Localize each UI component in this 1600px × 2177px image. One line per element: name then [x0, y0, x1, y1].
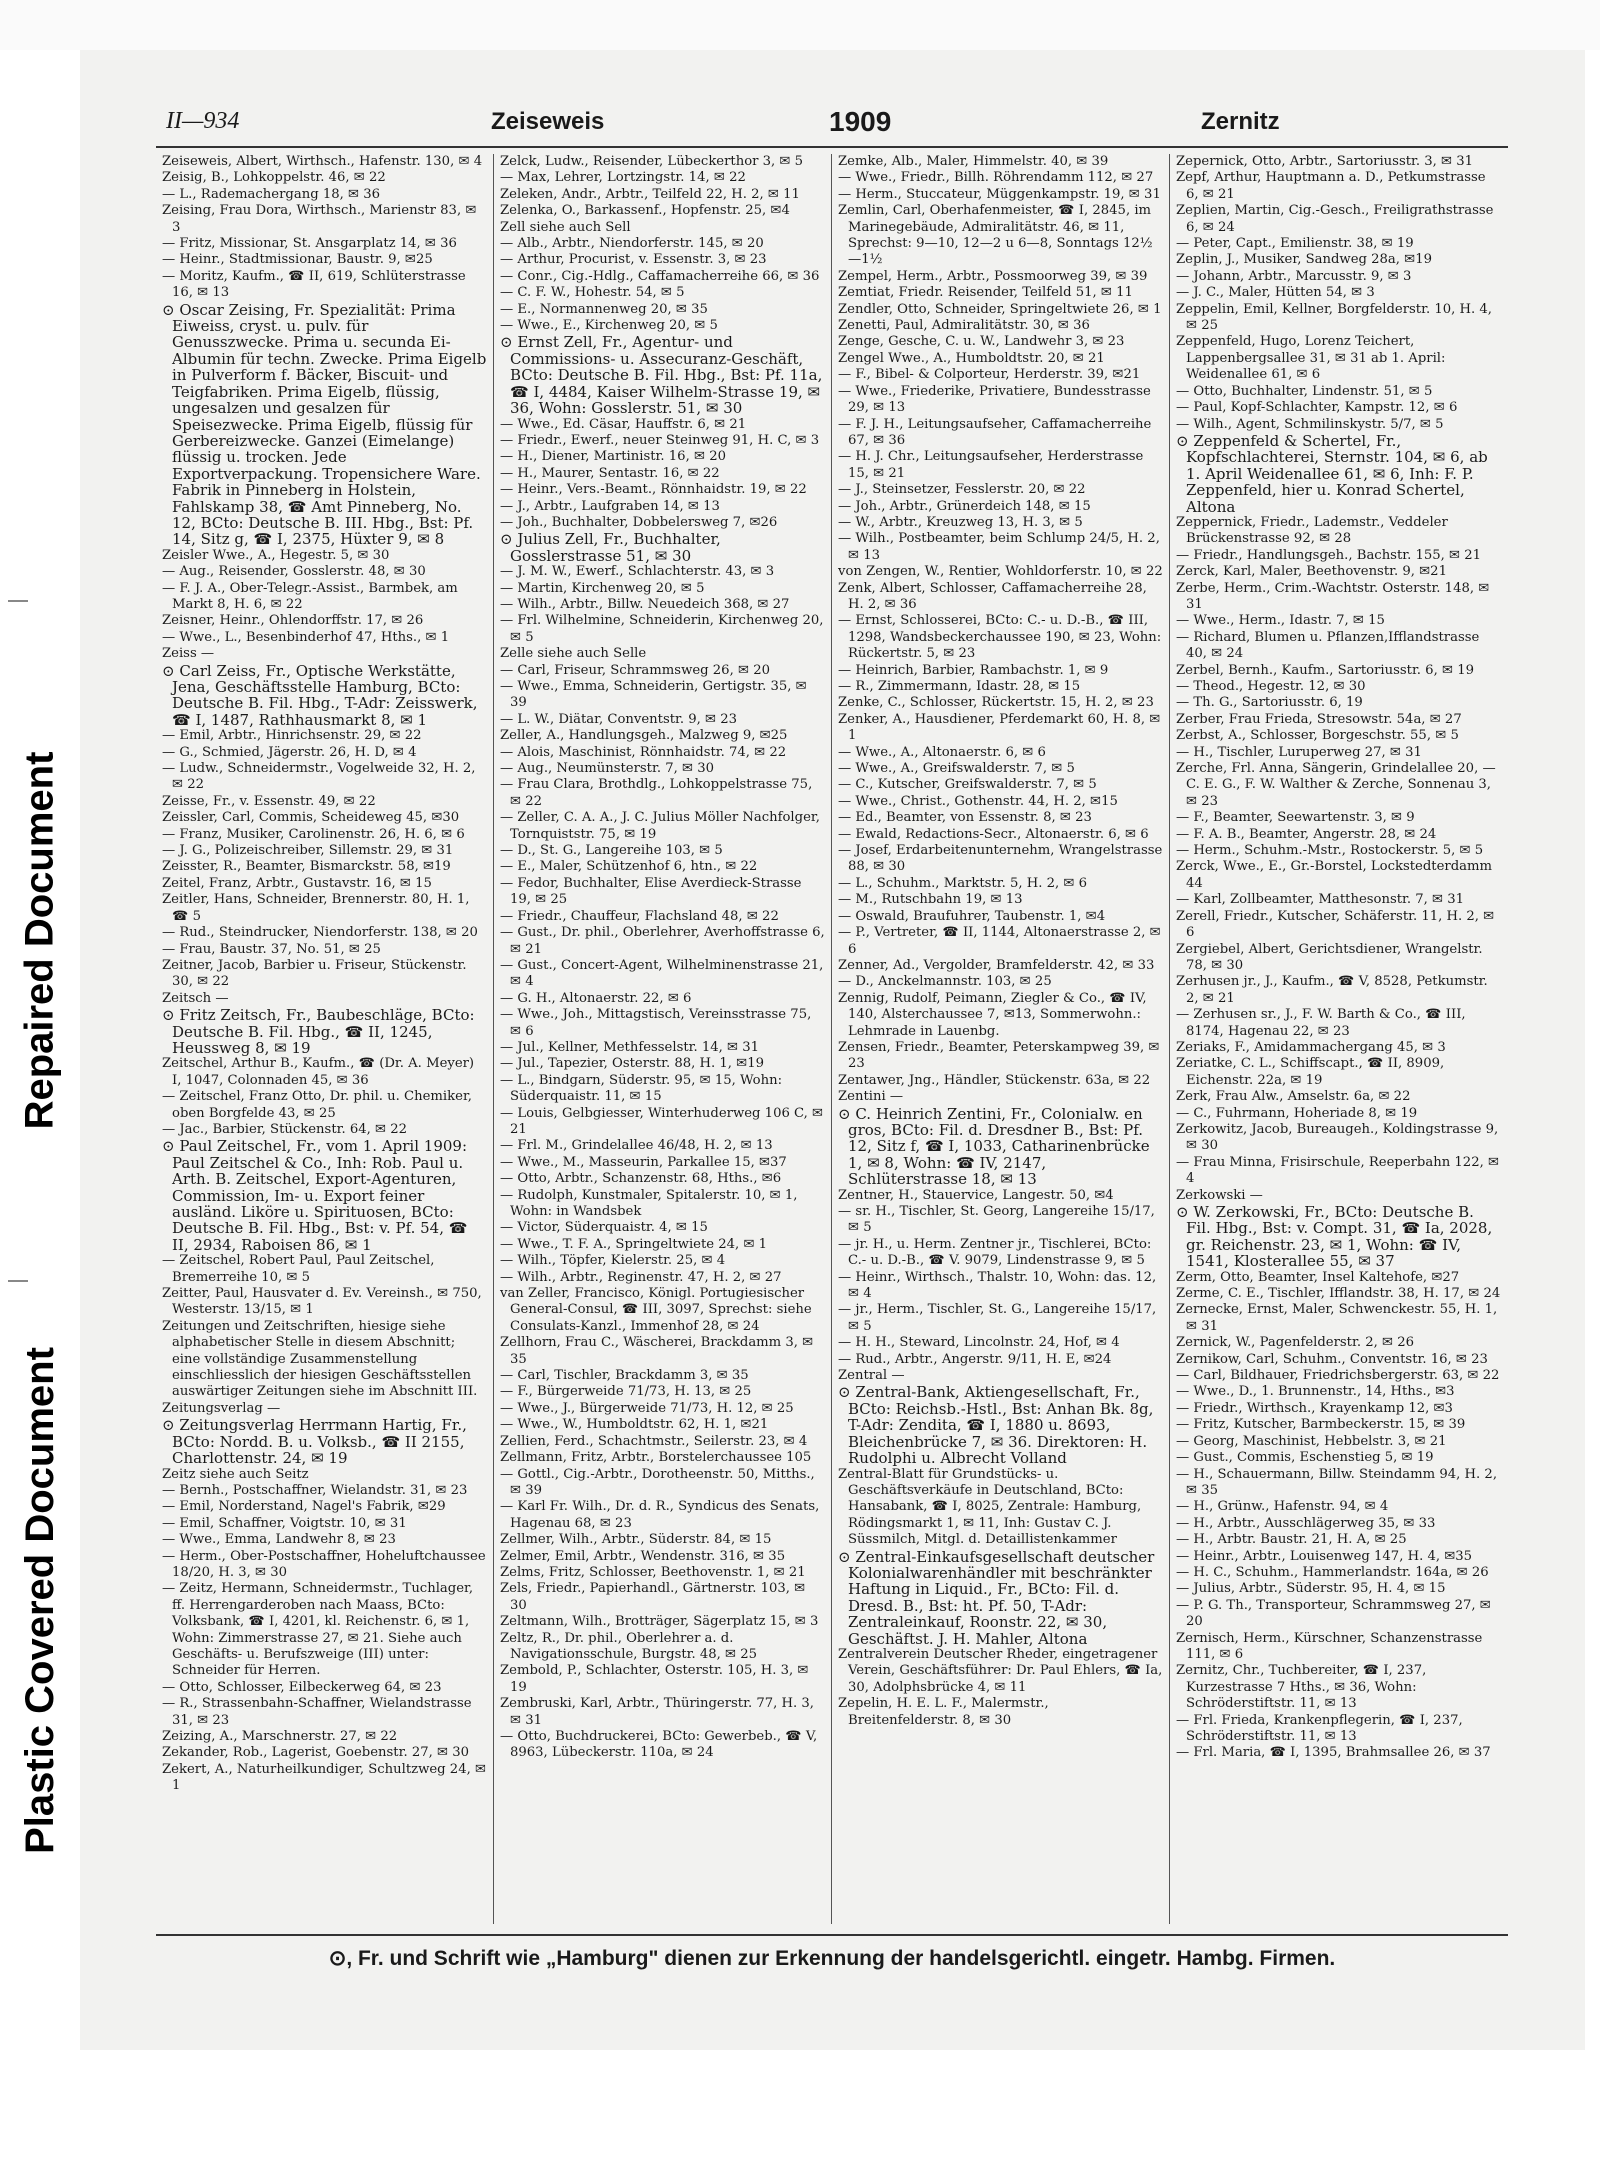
column-4: [1170, 154, 1508, 1924]
directory-entry: Zelmer, Emil, Arbtr., Wendenstr. 316, ✉ 35: [500, 1548, 786, 1564]
directory-entry: Zeppernick, Friedr., Lademstr., Veddeler Brückenstrasse 92, ✉ 28: [1176, 514, 1448, 547]
directory-entry: Zerm, Otto, Beamter, Insel Kaltehofe, ✉27: [1176, 1269, 1460, 1285]
directory-entry: — J. G., Polizeischreiber, Sillemstr. 29, ✉ 31: [162, 843, 454, 859]
directory-entry: — J., Steinsetzer, Fesslerstr. 20, ✉ 22: [838, 482, 1086, 498]
directory-entry: — Otto, Arbtr., Schanzenstr. 68, Hths., ✉6: [500, 1171, 782, 1187]
directory-entry: — G. H., Altonaerstr. 22, ✉ 6: [500, 990, 692, 1006]
page-header: [156, 108, 1508, 148]
directory-entry: — H. H., Steward, Lincolnstr. 24, Hof, ✉ 4: [838, 1335, 1120, 1351]
directory-entry: — D., St. G., Langereihe 103, ✉ 5: [500, 843, 723, 859]
directory-entry: — Josef, Erdarbeitenunternehm, Wrangelstrasse 88, ✉ 30: [838, 843, 1163, 875]
directory-entry: — jr., Herm., Tischler, St. G., Langereihe 15/17, ✉ 5: [838, 1302, 1157, 1334]
directory-entry: — Heinr., Wirthsch., Thalstr. 10, Wohn: das. 12, ✉ 4: [838, 1269, 1157, 1302]
directory-entry: — Frau Minna, Frisirschule, Reeperbahn 122, ✉ 4: [1176, 1154, 1500, 1187]
directory-entry: Zeisster, R., Beamter, Bismarckstr. 58, ✉19: [162, 859, 451, 875]
directory-entry: Zeitter, Paul, Hausvater d. Ev. Vereinsh., ✉ 750, Westerstr. 13/15, ✉ 1: [162, 1286, 482, 1318]
directory-entry: Zeltz, R., Dr. phil., Oberlehrer a. d. Navigationsschule, Burgstr. 48, ✉ 25: [500, 1630, 758, 1662]
directory-entry: Zendler, Otto, Schneider, Springeltwiete 26, ✉ 1: [838, 301, 1162, 317]
directory-entry: — C., Fuhrmann, Hoheriade 8, ✉ 19: [1176, 1105, 1418, 1121]
directory-entry: ⊙ Ernst Zell, Fr., Agentur- und Commissions- u. Assecuranz-Geschäft, BCto: Deutsche B. Fil. Hbg., Bst: Pf. 11a, ☎ I, 4484, Kaiser Wilhelm-Strasse 19, ✉ 36, Wohn: Gosslerstr. 51, ✉ 30: [500, 333, 823, 418]
directory-entry: von Zengen, W., Rentier, Wohldorferstr. 10, ✉ 22: [838, 564, 1163, 580]
header-first-word: Zeiseweis: [491, 108, 605, 135]
directory-entry: — Conr., Cig.-Hdlg., Caffamacherreihe 66, ✉ 36: [500, 268, 820, 284]
directory-entry: Zels, Friedr., Papierhandl., Gärtnerstr. 103, ✉ 30: [500, 1581, 806, 1613]
directory-entry: — Jul., Tapezier, Osterstr. 88, H. 1, ✉19: [500, 1056, 764, 1072]
side-labels: [0, 600, 80, 1900]
directory-entry: — Carl, Friseur, Schrammsweg 26, ✉ 20: [500, 662, 770, 678]
directory-entry: — Theod., Hegestr. 12, ✉ 30: [1176, 679, 1366, 694]
directory-entry: — Gust., Dr. phil., Oberlehrer, Averhoffstrasse 6, ✉ 21: [500, 925, 825, 957]
directory-entry: — Frau, Baustr. 37, No. 51, ✉ 25: [162, 941, 381, 957]
directory-entry: — sr. H., Tischler, St. Georg, Langereihe 15/17, ✉ 5: [838, 1204, 1155, 1236]
directory-entry: — Joh., Arbtr., Grünerdeich 148, ✉ 15: [838, 498, 1091, 514]
directory-entry: — J., Arbtr., Laufgraben 14, ✉ 13: [500, 498, 720, 514]
directory-entry: — Franz, Musiker, Carolinenstr. 26, H. 6, ✉ 6: [162, 826, 465, 842]
directory-entry: Zeltmann, Wilh., Brotträger, Sägerplatz 15, ✉ 3: [500, 1614, 819, 1630]
directory-entry: Zeriaks, F., Amidammachergang 45, ✉ 3: [1176, 1039, 1446, 1055]
directory-entry: Zerbel, Bernh., Kaufm., Sartoriusstr. 6, ✉ 19: [1176, 662, 1474, 678]
directory-entry: Zeleken, Andr., Arbtr., Teilfeld 22, H. 2, ✉ 11: [500, 186, 800, 202]
directory-entry: ⊙ Zeitungsverlag Herrmann Hartig, Fr., BCto: Nordd. B. u. Volksb., ☎ II 2155, Charlottenstr. 24, ✉ 19: [162, 1416, 467, 1468]
page-number: II—934: [166, 108, 240, 134]
directory-entry: Zeppelin, Emil, Kellner, Borgfelderstr. 10, H. 4, ✉ 25: [1176, 301, 1492, 334]
directory-entry: Zell siehe auch Sell: [500, 219, 631, 235]
directory-entry: Zeissler, Carl, Commis, Scheideweg 45, ✉30: [162, 810, 460, 826]
directory-entry: — Wwe., T. F. A., Springeltwiete 24, ✉ 1: [500, 1236, 768, 1252]
directory-entry: — Oswald, Braufuhrer, Taubenstr. 1, ✉4: [838, 908, 1106, 924]
directory-entry: — W., Arbtr., Kreuzweg 13, H. 3, ✉ 5: [838, 514, 1083, 530]
directory-entry: — Carl, Tischler, Brackdamm 3, ✉ 35: [500, 1368, 749, 1384]
column-2: [494, 154, 832, 1924]
directory-entry: Zentini —: [838, 1089, 904, 1105]
directory-entry: Zerk, Frau Alw., Amselstr. 6a, ✉ 22: [1176, 1089, 1411, 1105]
directory-entry: — Emil, Schaffner, Voigtstr. 10, ✉ 31: [162, 1515, 407, 1531]
directory-entry: Zeizing, A., Marschnerstr. 27, ✉ 22: [162, 1729, 398, 1744]
directory-entry: Zeising, Frau Dora, Wirthsch., Marienstr 83, ✉ 3: [162, 203, 477, 235]
directory-entry: — Frl. Wilhelmine, Schneiderin, Kirchenweg 20, ✉ 5: [500, 613, 824, 645]
directory-entry: Zentner, H., Stauervice, Langestr. 50, ✉4: [838, 1187, 1114, 1203]
directory-entry: ⊙ Zentral-Bank, Aktiengesellschaft, Fr., BCto: Reichsb.-Hstl., Bst: Anhan Bk. 8g, T-Adr: Zendita, ☎ I, 1880 u. 8693, Bleichenbrücke 7, ✉ 36. Direktoren: H. Rudolphi u. Albrecht Volland: [838, 1383, 1154, 1468]
directory-entry: — Wilh., Arbtr., Billw. Neuedeich 368, ✉ 27: [500, 596, 790, 612]
header-year: 1909: [829, 106, 892, 137]
directory-entry: — H., Arbtr. Baustr. 21, H. A, ✉ 25: [1176, 1532, 1407, 1548]
directory-entry: — Fritz, Missionar, St. Ansgarplatz 14, ✉ 36: [162, 236, 457, 252]
directory-entry: Zengel Wwe., A., Humboldtstr. 20, ✉ 21: [838, 350, 1105, 366]
directory-entry: — Alb., Arbtr., Niendorferstr. 145, ✉ 20: [500, 236, 764, 252]
directory-entry: — Wwe., A., Greifswalderstr. 7, ✉ 5: [838, 761, 1075, 777]
directory-entry: — R., Zimmermann, Idastr. 28, ✉ 15: [838, 679, 1081, 694]
directory-entry: — Friedr., Wirthsch., Krayenkamp 12, ✉3: [1176, 1400, 1453, 1416]
directory-entry: — Aug., Neumünsterstr. 7, ✉ 30: [500, 761, 715, 777]
directory-entry: Zepernick, Otto, Arbtr., Sartoriusstr. 3, ✉ 31: [1176, 154, 1474, 169]
directory-entry: — L., Schuhm., Marktstr. 5, H. 2, ✉ 6: [838, 875, 1088, 891]
directory-entry: Zenetti, Paul, Admiralitätstr. 30, ✉ 36: [838, 318, 1090, 334]
directory-entry: — Wwe., Joh., Mittagstisch, Vereinsstrasse 75, ✉ 6: [500, 1007, 812, 1039]
directory-entry: — Peter, Capt., Emilienstr. 38, ✉ 19: [1176, 236, 1414, 252]
directory-entry: — E., Maler, Schützenhof 6, htn., ✉ 22: [500, 859, 758, 875]
directory-entry: — Ed., Beamter, von Essenstr. 8, ✉ 23: [838, 810, 1092, 826]
repaired-document-label: [10, 660, 70, 1220]
directory-entry: Zerhusen jr., J., Kaufm., ☎ V, 8528, Petkumstr. 2, ✉ 21: [1176, 974, 1488, 1006]
directory-entry: — Frl. Frieda, Krankenpflegerin, ☎ I, 237, Schröderstiftstr. 11, ✉ 13: [1176, 1712, 1463, 1744]
directory-entry: — Jac., Barbier, Stückenstr. 64, ✉ 22: [162, 1121, 408, 1137]
directory-entry: — Friedr., Handlungsgeh., Bachstr. 155, ✉ 21: [1176, 547, 1482, 563]
header-rule: [156, 146, 1508, 148]
directory-entry: — Rud., Arbtr., Angerstr. 9/11, H. E, ✉24: [838, 1351, 1112, 1367]
directory-entry: — H. J. Chr., Leitungsaufseher, Herderstrasse 15, ✉ 21: [838, 449, 1144, 481]
directory-entry: Zeitschel, Arthur B., Kaufm., ☎ (Dr. A. Meyer) I, 1047, Colonnaden 45, ✉ 36: [162, 1056, 475, 1088]
directory-entry: Zepf, Arthur, Hauptmann a. D., Petkumstrasse 6, ✉ 21: [1176, 170, 1486, 202]
directory-entry: Zekander, Rob., Lagerist, Goebenstr. 27, ✉ 30: [162, 1745, 470, 1761]
directory-entry: — Wilh., Arbtr., Reginenstr. 47, H. 2, ✉ 27: [500, 1269, 782, 1285]
directory-entry: — H., Arbtr., Ausschlägerweg 35, ✉ 33: [1176, 1515, 1436, 1531]
directory-entry: — Arthur, Procurist, v. Essenstr. 3, ✉ 23: [500, 252, 767, 268]
directory-entry: Zerbst, A., Schlosser, Borgeschstr. 55, ✉ 5: [1176, 728, 1459, 744]
directory-entry: — J. M. W., Ewerf., Schlachterstr. 43, ✉ 3: [500, 564, 775, 580]
directory-entry: Zerber, Frau Frieda, Stresowstr. 54a, ✉ 27: [1176, 711, 1462, 727]
directory-entry: Zernisch, Herm., Kürschner, Schanzenstrasse 111, ✉ 6: [1176, 1630, 1483, 1662]
directory-entry: Zernitz, Chr., Tuchbereiter, ☎ I, 237, Kurzestrasse 7 Hths., ✉ 36, Wohn: Schröderstiftstr. 11, ✉ 13: [1176, 1663, 1427, 1712]
directory-entry: — Wilh., Agent, Schmilinskystr. 5/7, ✉ 5: [1176, 416, 1444, 432]
directory-entry: — Jul., Kellner, Methfesselstr. 14, ✉ 31: [500, 1039, 760, 1055]
directory-entry: Zentral —: [838, 1368, 905, 1384]
directory-entry: — Gust., Commis, Eschenstieg 5, ✉ 19: [1176, 1450, 1434, 1466]
directory-entry: Zeisner, Heinr., Ohlendorffstr. 17, ✉ 26: [162, 613, 424, 629]
directory-entry: — Wwe., M., Masseurin, Parkallee 15, ✉37: [500, 1154, 787, 1170]
directory-entry: — Gottl., Cig.-Arbtr., Dorotheenstr. 50, Mitths., ✉ 39: [500, 1466, 815, 1498]
directory-entry: — Friedr., Chauffeur, Flachsland 48, ✉ 22: [500, 908, 779, 924]
directory-entry: — Wwe., Ed. Cäsar, Hauffstr. 6, ✉ 21: [500, 416, 747, 432]
directory-entry: Zemlin, Carl, Oberhafenmeister, ☎ I, 2845, im Marinegebäude, Admiralitätstr. 46, ✉ 11, Sprechst: 9—10, 12—2 u 6—8, Sonntags 12½—1½: [838, 203, 1153, 268]
directory-entry: Zelenka, O., Barkassenf., Hopfenstr. 25, ✉4: [500, 203, 790, 219]
directory-entry: — Wwe., L., Besenbinderhof 47, Hths., ✉ 1: [162, 629, 450, 645]
directory-entry: — jr. H., u. Herm. Zentner jr., Tischlerei, BCto: C.- u. D.-B., ☎ V. 9079, Lindenstrasse 9, ✉ 5: [838, 1236, 1152, 1269]
directory-entry: ⊙ Carl Zeiss, Fr., Optische Werkstätte, Jena, Geschäftsstelle Hamburg, BCto: Deutsche B. Fil. Hbg., T-Adr: Zeisswerk, ☎ I, 1487, Rathhausmarkt 8, ✉ 1: [162, 661, 478, 729]
directory-entry: — Johann, Arbtr., Marcusstr. 9, ✉ 3: [1176, 268, 1412, 284]
directory-entry: Zenke, C., Schlosser, Rückertstr. 15, H. 2, ✉ 23: [838, 695, 1154, 711]
directory-entry: — Heinrich, Barbier, Rambachstr. 1, ✉ 9: [838, 662, 1109, 678]
directory-entry: Zeiseweis, Albert, Wirthsch., Hafenstr. 130, ✉ 4: [162, 154, 483, 169]
directory-entry: ⊙ Paul Zeitschel, Fr., vom 1. April 1909: Paul Zeitschel & Co., Inh: Rob. Paul u. Arth. B. Zeitschel, Export-Agenturen, Commission, Im- u. Export feiner ausländ. Liköre u. Spirituosen, BCto: Deutsche B. Fil. Hbg., Bst: v. Pf. 54, ☎ II, 2934, Raboisen 86, ✉ 1: [162, 1137, 468, 1254]
directory-entry: — Karl Fr. Wilh., Dr. d. R., Syndicus des Senats, Hagenau 68, ✉ 23: [500, 1499, 820, 1531]
directory-entry: Zerkowski —: [1176, 1187, 1263, 1203]
directory-entry: — Herm., Ober-Postschaffner, Hoheluftchaussee 18/20, H. 3, ✉ 30: [162, 1548, 486, 1580]
repaired-document-text: Repaired Document: [17, 751, 62, 1129]
directory-entry: — Fedor, Buchhalter, Elise Averdieck-Strasse 19, ✉ 25: [500, 875, 802, 908]
directory-entry: — Otto, Schlosser, Eilbeckerweg 64, ✉ 23: [162, 1679, 442, 1695]
directory-entry: — F., Bürgerweide 71/73, H. 13, ✉ 25: [500, 1384, 752, 1400]
directory-entry: Zeplien, Martin, Cig.-Gesch., Freiligrathstrasse 6, ✉ 24: [1176, 203, 1494, 235]
directory-entry: — Heinr., Stadtmissionar, Baustr. 9, ✉25: [162, 252, 433, 268]
directory-entry: Zenner, Ad., Vergolder, Bramfelderstr. 42, ✉ 33: [838, 957, 1155, 973]
plastic-covered-document-text: Plastic Covered Document: [17, 1346, 62, 1854]
directory-entry: Zernikow, Carl, Schuhm., Conventstr. 16, ✉ 23: [1176, 1351, 1488, 1367]
plastic-covered-document-label: [10, 1320, 70, 1880]
directory-entry: — F., Beamter, Seewartenstr. 3, ✉ 9: [1176, 810, 1415, 826]
directory-entry: — Frl. M., Grindelallee 46/48, H. 2, ✉ 13: [500, 1138, 773, 1154]
directory-entry: Zellien, Ferd., Schachtmstr., Seilerstr. 23, ✉ 4: [500, 1433, 808, 1449]
directory-entry: — F. J. H., Leitungsaufseher, Caffamacherreihe 67, ✉ 36: [838, 416, 1152, 448]
directory-entry: — J. C., Maler, Hütten 54, ✉ 3: [1176, 285, 1375, 301]
directory-entry: — R., Strassenbahn-Schaffner, Wielandstrasse 31, ✉ 23: [162, 1696, 472, 1728]
directory-entry: — Alois, Maschinist, Rönnhaidstr. 74, ✉ 22: [500, 744, 787, 760]
directory-entry: — H., Tischler, Luruperweg 27, ✉ 31: [1176, 744, 1422, 760]
page-content: [156, 108, 1508, 1988]
directory-entry: — Paul, Kopf-Schlachter, Kampstr. 12, ✉ 6: [1176, 400, 1458, 416]
directory-entry: — Zerhusen sr., J., F. W. Barth & Co., ☎ III, 8174, Hagenau 22, ✉ 23: [1176, 1007, 1466, 1039]
divider-dash: [8, 1280, 28, 1282]
directory-entry: Zelle siehe auch Selle: [500, 646, 647, 662]
directory-entry: — Friedr., Ewerf., neuer Steinweg 91, H. C, ✉ 3: [500, 432, 820, 448]
directory-entry: Zeplin, J., Musiker, Sandweg 28a, ✉19: [1176, 252, 1432, 268]
directory-entry: Zeisler Wwe., A., Hegestr. 5, ✉ 30: [162, 547, 390, 563]
directory-entry: Zekert, A., Naturheilkundiger, Schultzweg 24, ✉ 1: [162, 1761, 487, 1794]
directory-entry: Zelms, Fritz, Schlosser, Beethovenstr. 1, ✉ 21: [500, 1564, 806, 1580]
directory-entry: — Herm., Stuccateur, Müggenkampstr. 19, ✉ 31: [838, 186, 1161, 202]
directory-entry: — L. W., Diätar, Conventstr. 9, ✉ 23: [500, 711, 738, 727]
directory-entry: Zerche, Frl. Anna, Sängerin, Grindelallee 20, — C. E. G., F. W. Walther & Zerche, Sonnenau 3, ✉ 23: [1176, 761, 1496, 809]
directory-entry: — Otto, Buchdruckerei, BCto: Gewerbeb., ☎ V, 8963, Lübeckerstr. 110a, ✉ 24: [500, 1729, 818, 1761]
directory-entry: — Wwe., Emma, Landwehr 8, ✉ 23: [162, 1532, 396, 1548]
directory-entry: Zerck, Karl, Maler, Beethovenstr. 9, ✉21: [1176, 564, 1447, 580]
directory-entry: ⊙ W. Zerkowski, Fr., BCto: Deutsche B. Fil. Hbg., Bst: v. Compt. 31, ☎ Ia, 2028, gr. Reichenstr. 23, ✉ 1, Wohn: ☎ IV, 1541, Klosterallee 55, ✉ 37: [1176, 1203, 1493, 1271]
directory-entry: — Moritz, Kaufm., ☎ II, 619, Schlüterstrasse 16, ✉ 13: [162, 268, 466, 301]
directory-entry: Zenker, A., Hausdiener, Pferdemarkt 60, H. 8, ✉ 1: [838, 711, 1161, 744]
directory-entry: — Wwe., Herm., Idastr. 7, ✉ 15: [1176, 613, 1385, 629]
directory-columns: [156, 154, 1508, 1924]
directory-entry: — L., Rademachergang 18, ✉ 36: [162, 186, 381, 202]
directory-entry: — Heinr., Vers.-Beamt., Rönnhaidstr. 19, ✉ 22: [500, 482, 807, 498]
directory-entry: — P. G. Th., Transporteur, Schrammsweg 27, ✉ 20: [1176, 1597, 1491, 1630]
directory-entry: Zembruski, Karl, Arbtr., Thüringerstr. 77, H. 3, ✉ 31: [500, 1696, 814, 1728]
directory-entry: Zeiss —: [162, 646, 215, 662]
directory-entry: — Emil, Arbtr., Hinrichsenstr. 29, ✉ 22: [162, 728, 422, 744]
directory-entry: — D., Anckelmannstr. 103, ✉ 25: [838, 974, 1052, 990]
directory-entry: Zentawer, Jng., Händler, Stückenstr. 63a, ✉ 22: [838, 1072, 1151, 1088]
directory-entry: — Frl. Maria, ☎ I, 1395, Brahmsallee 26, ✉ 37: [1176, 1745, 1491, 1761]
directory-entry: — H., Grünw., Hafenstr. 94, ✉ 4: [1176, 1499, 1389, 1515]
directory-entry: — Wwe., J., Bürgerweide 71/73, H. 12, ✉ 25: [500, 1400, 794, 1416]
directory-entry: — Heinr., Arbtr., Louisenweg 147, H. 4, ✉35: [1176, 1548, 1473, 1564]
directory-entry: ⊙ Julius Zell, Fr., Buchhalter, Gosslerstrasse 51, ✉ 30: [500, 530, 721, 565]
directory-entry: — Bernh., Postschaffner, Wielandstr. 31, ✉ 23: [162, 1482, 468, 1498]
directory-entry: Zergiebel, Albert, Gerichtsdiener, Wrangelstr. 78, ✉ 30: [1176, 941, 1483, 973]
directory-entry: — Wwe., Emma, Schneiderin, Gertigstr. 35, ✉ 39: [500, 679, 807, 711]
directory-entry: — G., Schmied, Jägerstr. 26, H. D, ✉ 4: [162, 744, 417, 760]
directory-entry: Zeisig, B., Lohkoppelstr. 46, ✉ 22: [162, 170, 386, 186]
directory-entry: — F. A. B., Beamter, Angerstr. 28, ✉ 24: [1176, 826, 1437, 842]
directory-entry: — L., Bindgarn, Süderstr. 95, ✉ 15, Wohn: Süderquaistr. 11, ✉ 15: [500, 1072, 783, 1105]
directory-entry: Zeisse, Fr., v. Essenstr. 49, ✉ 22: [162, 793, 376, 809]
directory-entry: — Wwe., Christ., Gothenstr. 44, H. 2, ✉15: [838, 793, 1118, 809]
directory-entry: — Wwe., D., 1. Brunnenstr., 14, Hths., ✉3: [1176, 1384, 1455, 1400]
directory-entry: — H. C., Schuhm., Hammerlandstr. 164a, ✉ 26: [1176, 1564, 1489, 1580]
directory-entry: — Wwe., Friederike, Privatiere, Bundesstrasse 29, ✉ 13: [838, 383, 1151, 416]
directory-entry: — H., Schauermann, Billw. Steindamm 94, H. 2, ✉ 35: [1176, 1466, 1498, 1498]
directory-entry: Zeriatke, C. L., Schiffscapt., ☎ II, 8909, Eichenstr. 22a, ✉ 19: [1176, 1056, 1445, 1088]
directory-entry: Zernick, W., Pagenfelderstr. 2, ✉ 26: [1176, 1335, 1415, 1351]
divider-dash: [8, 600, 28, 602]
directory-entry: — F., Bibel- & Colporteur, Herderstr. 39, ✉21: [838, 367, 1141, 383]
directory-entry: — Joh., Buchhalter, Dobbelersweg 7, ✉26: [500, 514, 778, 530]
scan-margin: [0, 0, 1600, 50]
directory-entry: — Zeitschel, Franz Otto, Dr. phil. u. Chemiker, oben Borgfelde 43, ✉ 25: [162, 1089, 472, 1121]
directory-entry: — Wilh., Töpfer, Kielerstr. 25, ✉ 4: [500, 1253, 726, 1269]
directory-entry: — C., Kutscher, Greifswalderstr. 7, ✉ 5: [838, 777, 1097, 793]
directory-entry: ⊙ Oscar Zeising, Fr. Spezialität: Prima Eiweiss, cryst. u. pulv. für Genusszwecke. Prima u. secunda Ei-Albumin für techn. Zwecke. Prima Eigelb in Pulverform f. Bäcker, Biscuit- und Teigfabriken. Prima Eigelb, flüssig, ungesalzen und gesalzen für Speisezwecke. Prima Eigelb, flüssig für Gerbereizwecke. Ganzei (Eimelange) flüssig u. trocken. Jede Exportverpackung. Tropensichere Ware. Fabrik in Pinneberg in Holstein, Fahlskamp 38, ☎ Amt Pinneberg, No. 12, BCto: Deutsche B. III. Hbg., Bst: Pf. 14, Sitz g, ☎ I, 2375, Hüxter 9, ✉ 8: [162, 300, 487, 549]
directory-entry: Zenge, Gesche, C. u. W., Landwehr 3, ✉ 23: [838, 334, 1125, 350]
column-1: [156, 154, 494, 1924]
directory-entry: — Zeller, C. A. A., J. C. Julius Möller Nachfolger, Tornquiststr. 75, ✉ 19: [500, 810, 820, 842]
directory-entry: Zepelin, H. E. L. F., Malermstr., Breitenfelderstr. 8, ✉ 30: [838, 1696, 1049, 1728]
directory-entry: — Ludw., Schneidermstr., Vogelweide 32, H. 2, ✉ 22: [162, 761, 476, 793]
directory-entry: Zeppenfeld, Hugo, Lorenz Teichert, Lappenbergsallee 31, ✉ 31 ab 1. April: Weidenallee 61, ✉ 6: [1176, 334, 1446, 383]
directory-entry: — Zeitschel, Robert Paul, Paul Zeitschel, Bremerreihe 10, ✉ 5: [162, 1253, 435, 1285]
directory-entry: Zelck, Ludw., Reisender, Lübeckerthor 3, ✉ 5: [500, 154, 804, 169]
directory-entry: Zellmann, Fritz, Arbtr., Borstelerchaussee 105: [500, 1450, 812, 1466]
directory-entry: — M., Rutschbahn 19, ✉ 13: [838, 892, 1023, 908]
directory-entry: Zeller, A., Handlungsgeh., Malzweg 9, ✉25: [500, 728, 788, 744]
directory-entry: — Gust., Concert-Agent, Wilhelminenstrasse 21, ✉ 4: [500, 957, 824, 990]
directory-entry: ⊙ Zentral-Einkaufsgesellschaft deutscher Kolonialwarenhändler mit beschränkter Haftung in Liquid., Fr., BCto: Fil. d. Dresd. B., Bst: ht. Pf. 50, T-Adr: Zentraleinkauf, Roonstr. 22, ✉ 30, Geschäftst. J. H. Mahler, Altona: [838, 1547, 1155, 1648]
page-footer: ⊙, Fr. und Schrift wie „Hamburg" dienen zur Erkennung der handelsgerichtl. eingetr. Hambg. Firmen.: [156, 1934, 1508, 1971]
directory-entry: — Karl, Zollbeamter, Matthesonstr. 7, ✉ 31: [1176, 892, 1465, 908]
directory-entry: Zemke, Alb., Maler, Himmelstr. 40, ✉ 39: [838, 154, 1109, 169]
directory-entry: Zerbe, Herm., Crim.-Wachtstr. Osterstr. 148, ✉ 31: [1176, 580, 1490, 612]
directory-entry: Zensen, Friedr., Beamter, Peterskampweg 39, ✉ 23: [838, 1039, 1160, 1072]
directory-entry: — Emil, Norderstand, Nagel's Fabrik, ✉29: [162, 1499, 446, 1515]
directory-entry: — Ernst, Schlosserei, BCto: C.- u. D.-B., ☎ III, 1298, Wandsbeckerchaussee 190, ✉ 23, Wohn: Rückertstr. 5, ✉ 23: [838, 613, 1162, 662]
directory-entry: — Wwe., A., Altonaerstr. 6, ✉ 6: [838, 744, 1046, 760]
directory-entry: — Ewald, Redactions-Secr., Altonaerstr. 6, ✉ 6: [838, 826, 1149, 842]
scanned-page: [80, 50, 1585, 2050]
directory-entry: ⊙ Fritz Zeitsch, Fr., Baubeschläge, BCto: Deutsche B. Fil. Hbg., ☎ II, 1245, Heussweg 8, ✉ 19: [162, 1006, 475, 1057]
directory-entry: — Richard, Blumen u. Pflanzen,Ifflandstrasse 40, ✉ 24: [1176, 629, 1480, 662]
directory-entry: Zernecke, Ernst, Maler, Schwenckestr. 55, H. 1, ✉ 31: [1176, 1302, 1498, 1334]
directory-entry: Zemtiat, Friedr. Reisender, Teilfeld 51, ✉ 11: [838, 285, 1133, 301]
directory-entry: — Wwe., Friedr., Billh. Röhrendamm 112, ✉ 27: [838, 170, 1154, 186]
directory-entry: Zembold, P., Schlachter, Osterstr. 105, H. 3, ✉ 19: [500, 1663, 809, 1695]
directory-entry: Zellhorn, Frau C., Wäscherei, Brackdamm 3, ✉ 35: [500, 1335, 814, 1367]
directory-entry: — Julius, Arbtr., Süderstr. 95, H. 4, ✉ 15: [1176, 1581, 1446, 1597]
directory-entry: — Frau Clara, Brothdlg., Lohkoppelstrasse 75, ✉ 22: [500, 777, 813, 809]
column-3: [832, 154, 1170, 1924]
directory-entry: — Aug., Reisender, Gosslerstr. 48, ✉ 30: [162, 564, 426, 580]
directory-entry: — H., Diener, Martinistr. 16, ✉ 20: [500, 449, 726, 465]
directory-entry: — F. J. A., Ober-Telegr.-Assist., Barmbek, am Markt 8, H. 6, ✉ 22: [162, 580, 458, 612]
directory-entry: — H., Maurer, Sentastr. 16, ✉ 22: [500, 465, 720, 481]
directory-entry: Zerell, Friedr., Kutscher, Schäferstr. 11, H. 2, ✉ 6: [1176, 908, 1495, 941]
directory-entry: — Wilh., Postbeamter, beim Schlump 24/5, H. 2, ✉ 13: [838, 531, 1160, 563]
directory-entry: — Max, Lehrer, Lortzingstr. 14, ✉ 22: [500, 170, 746, 186]
directory-entry: — Otto, Buchhalter, Lindenstr. 51, ✉ 5: [1176, 383, 1433, 399]
directory-entry: ⊙ Zeppenfeld & Schertel, Fr., Kopfschlachterei, Sternstr. 104, ✉ 6, ab 1. April Weidenallee 61, ✉ 6, Inh: F. P. Zeppenfeld, hier u. Konrad Schertel, Altona: [1176, 431, 1488, 516]
directory-entry: Zeitungen und Zeitschriften, hiesige siehe alphabetischer Stelle in diesem Abschnitt; eine vollständige Zusammenstellung einschliesslich der hiesigen Geschäftsstellen auswärtiger Zeitungen siehe im Abschnitt III.: [162, 1318, 478, 1400]
directory-entry: — Fritz, Kutscher, Barmbeckerstr. 15, ✉ 39: [1176, 1417, 1466, 1433]
directory-entry: — Martin, Kirchenweg 20, ✉ 5: [500, 580, 705, 596]
directory-entry: — Louis, Gelbgiesser, Winterhuderweg 106 C, ✉ 21: [500, 1105, 824, 1137]
directory-entry: — Victor, Süderquaistr. 4, ✉ 15: [500, 1220, 708, 1236]
directory-entry: — Wwe., E., Kirchenweg 20, ✉ 5: [500, 318, 718, 334]
directory-entry: Zentralverein Deutscher Rheder, eingetragener Verein, Geschäftsführer: Dr. Paul Ehlers, ☎ Ia, 30, Adolphsbrücke 4, ✉ 11: [838, 1646, 1163, 1695]
directory-entry: — P., Vertreter, ☎ II, 1144, Altonaerstrasse 2, ✉ 6: [838, 925, 1161, 957]
directory-entry: Zenk, Albert, Schlosser, Caffamacherreihe 28, H. 2, ✉ 36: [838, 580, 1147, 612]
directory-entry: Zentral-Blatt für Grundstücks- u. Geschäftsverkäufe in Deutschland, BCto: Hansabank, ☎ I, 8025, Zentrale: Hamburg, Rödingsmarkt 1, ✉ 11, Inh: Gustav C. J. Süssmilch, Mitgl. d. Detaillistenkammer: [838, 1466, 1142, 1548]
directory-entry: Zerck, Wwe., E., Gr.-Borstel, Lockstedterdamm 44: [1176, 859, 1493, 891]
directory-entry: — Rudolph, Kunstmaler, Spitalerstr. 10, ✉ 1, Wohn: in Wandsbek: [500, 1187, 798, 1219]
directory-entry: ⊙ C. Heinrich Zentini, Fr., Colonialw. en gros, BCto: Fil. d. Dresdner B., Bst: Pf. 12, Sitz f, ☎ I, 1033, Catharinenbrücke 1, ✉ 8, Wohn: ☎ IV, 2147, Schlüterstrasse 18, ✉ 13: [838, 1104, 1150, 1189]
directory-entry: Zeitungsverlag —: [162, 1400, 281, 1416]
directory-entry: Zeitner, Jacob, Barbier u. Friseur, Stückenstr. 30, ✉ 22: [162, 957, 467, 990]
directory-entry: — Rud., Steindrucker, Niendorferstr. 138, ✉ 20: [162, 925, 478, 941]
directory-entry: Zennig, Rudolf, Peimann, Ziegler & Co., ☎ IV, 140, Alsterchaussee 7, ✉13, Sommerwohn.: Lehmrade in Lauenbg.: [838, 990, 1147, 1039]
directory-entry: Zerme, C. E., Tischler, Ifflandstr. 38, H. 17, ✉ 24: [1176, 1286, 1501, 1302]
directory-entry: — Zeitz, Hermann, Schneidermstr., Tuchlager, ff. Herrengarderoben nach Maass, BCto: Volksbank, ☎ I, 4201, kl. Reichenstr. 6, ✉ 1, Wohn: Zimmerstrasse 27, ✉ 21. Siehe auch Geschäfts- u. Berufszweige (III) unter: Schneider für Herren.: [162, 1581, 474, 1679]
directory-entry: — Wwe., W., Humboldtstr. 62, H. 1, ✉21: [500, 1417, 769, 1433]
directory-entry: — C. F. W., Hohestr. 54, ✉ 5: [500, 285, 685, 301]
directory-entry: — Herm., Schuhm.-Mstr., Rostockerstr. 5, ✉ 5: [1176, 843, 1484, 859]
directory-entry: — Georg, Maschinist, Hebbelstr. 3, ✉ 21: [1176, 1433, 1447, 1449]
directory-entry: Zeitsch —: [162, 990, 229, 1006]
directory-entry: Zellmer, Wilh., Arbtr., Süderstr. 84, ✉ 15: [500, 1532, 772, 1548]
directory-entry: — E., Normannenweg 20, ✉ 35: [500, 301, 708, 317]
header-last-word: Zernitz: [1201, 108, 1280, 135]
directory-entry: Zeitz siehe auch Seitz: [162, 1466, 309, 1482]
directory-entry: Zeitel, Franz, Arbtr., Gustavstr. 16, ✉ 15: [162, 875, 432, 891]
directory-entry: — Carl, Bildhauer, Friedrichsbergerstr. 63, ✉ 22: [1176, 1368, 1500, 1384]
directory-entry: Zempel, Herm., Arbtr., Possmoorweg 39, ✉ 39: [838, 268, 1148, 284]
directory-entry: van Zeller, Francisco, Königl. Portugiesischer General-Consul, ☎ III, 3097, Sprechst: siehe Consulats-Kanzl., Immenhof 28, ✉ 24: [500, 1286, 812, 1334]
directory-entry: Zerkowitz, Jacob, Bureaugeh., Koldingstrasse 9, ✉ 30: [1176, 1121, 1499, 1154]
directory-entry: — Th. G., Sartoriusstr. 6, 19: [1176, 695, 1363, 711]
directory-entry: Zeitler, Hans, Schneider, Brennerstr. 80, H. 1, ☎ 5: [162, 892, 470, 924]
